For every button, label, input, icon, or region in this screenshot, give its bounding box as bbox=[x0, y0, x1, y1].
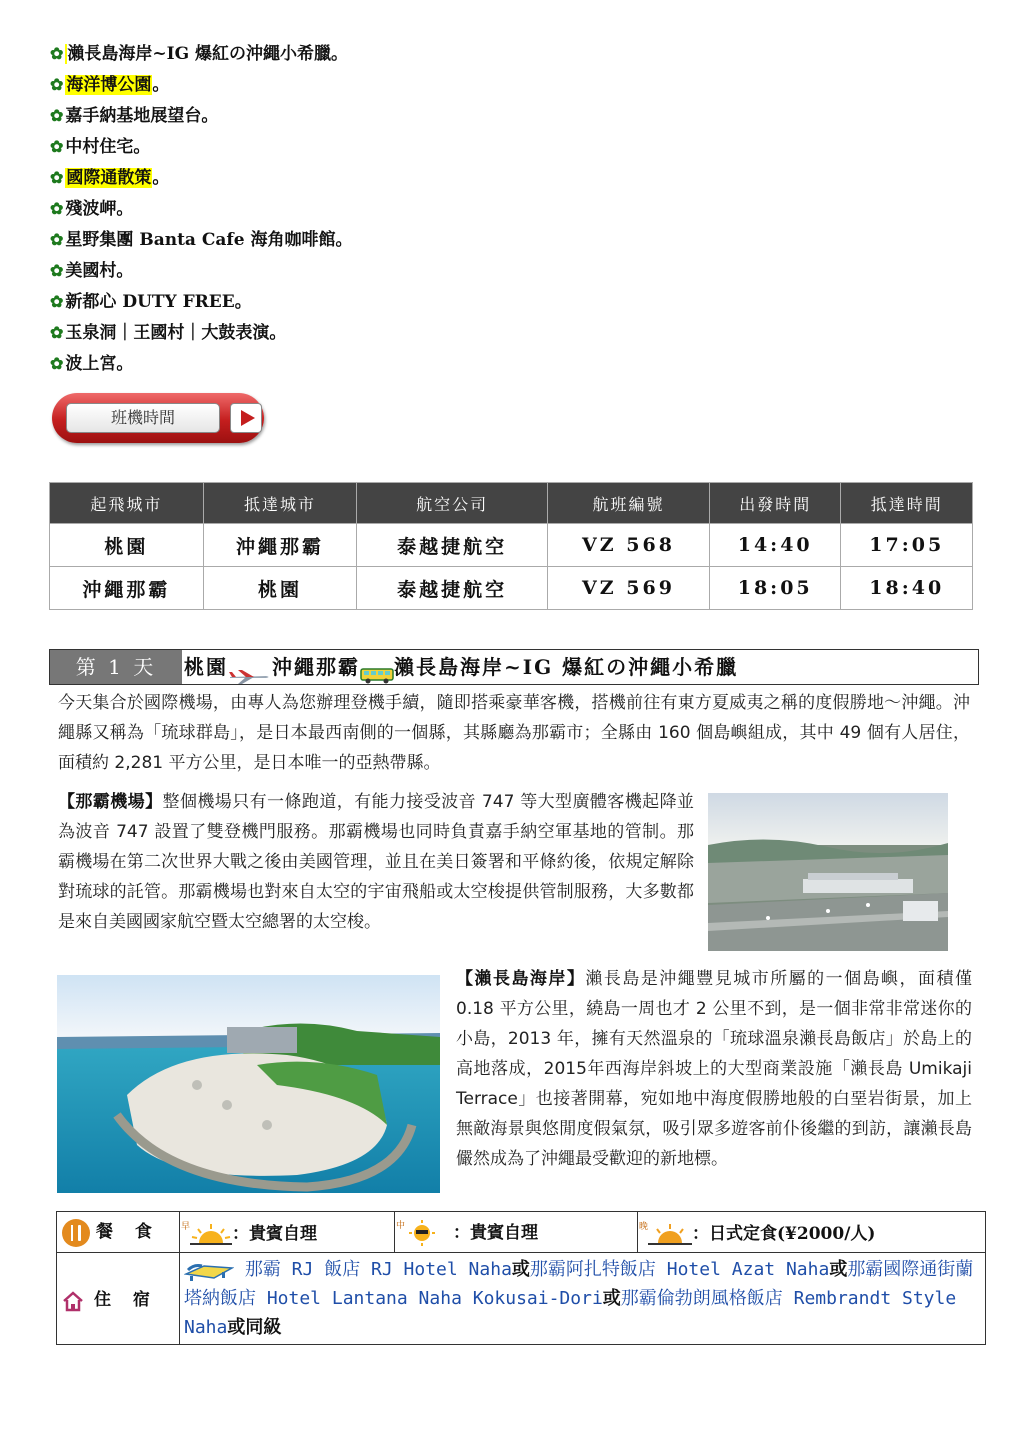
senaga-island-photo bbox=[57, 975, 440, 1193]
table-cell: 沖繩那霸 bbox=[50, 567, 204, 610]
table-cell: 14:40 bbox=[709, 524, 841, 567]
table-cell: VZ 568 bbox=[548, 524, 710, 567]
flower-icon: ✿ bbox=[50, 354, 64, 373]
table-header-row bbox=[50, 483, 973, 524]
table-row bbox=[50, 524, 973, 567]
meals-lodging-table bbox=[56, 1211, 986, 1345]
table-cell: 沖繩那霸 bbox=[203, 524, 357, 567]
list-item: ✿ 殘波岬。 bbox=[50, 199, 134, 219]
column-header: 出發時間 bbox=[709, 483, 841, 524]
table-cell: 桃園 bbox=[203, 567, 357, 610]
lodging-cell: 那霸 RJ 飯店 RJ Hotel Naha或那霸阿扎特飯店 Hotel Azat Naha或那霸國際通街蘭塔納飯店 Hotel Lantana Naha Kokusai-Dori或那霸倫勃朗風格飯店 Rembrandt Style Naha或同級 bbox=[180, 1253, 986, 1345]
lodging-label-cell: 住 宿 bbox=[57, 1253, 180, 1345]
list-item: ✿ 嘉手納基地展望台。 bbox=[50, 106, 219, 126]
sunrise-icon bbox=[190, 1223, 232, 1245]
list-item: ✿ 新都心 DUTY FREE。 bbox=[50, 292, 252, 312]
intro-paragraph: 今天集合於國際機場，由專人為您辦理登機手續，隨即搭乘豪華客機，搭機前往有東方夏威夷之稱的度假勝地～沖繩。沖繩縣又稱為「琉球群島」，是日本最西南側的一個縣，其縣廳為那霸市；全縣由 160 個島嶼組成，其中 49 個有人居住，面積約 2,281 平方公里，是日本唯一的亞熱帶縣。 bbox=[58, 693, 970, 773]
meals-row bbox=[57, 1212, 986, 1253]
house-icon bbox=[62, 1290, 84, 1312]
table-row bbox=[50, 567, 973, 610]
bed-icon bbox=[184, 1258, 234, 1282]
flight-times-button[interactable] bbox=[52, 393, 266, 447]
list-item: ✿ 中村住宅。 bbox=[50, 137, 151, 157]
flower-icon: ✿ bbox=[50, 137, 64, 156]
sun-icon bbox=[405, 1220, 439, 1246]
airport-photo bbox=[708, 793, 948, 951]
table-cell: 17:05 bbox=[841, 524, 973, 567]
lunch-cell: $^中$ ：貴賓自理 bbox=[395, 1212, 638, 1253]
breakfast-cell: $^早$ ：貴賓自理 bbox=[180, 1212, 395, 1253]
sunset-icon bbox=[648, 1223, 692, 1245]
airplane-icon bbox=[228, 661, 272, 677]
list-item: ✿ 星野集團 Banta Cafe 海角咖啡館。 bbox=[50, 230, 353, 250]
meals-label-cell: 餐 食 bbox=[57, 1212, 180, 1253]
airport-paragraph: 【那霸機場】整個機場只有一條跑道，有能力接受波音 747 等大型廣體客機起降並為波音 747 設置了雙登機門服務。那霸機場也同時負責嘉手納空軍基地的管制。那霸機場在第二次世界大戰之後由美國管理，並且在美日簽署和平條約後，依規定解除對琉球的託管。那霸機場也對來自太空的宇宙飛船或太空梭提供管制服務，大多數都是來自美國國家航空暨太空總署的太空梭。 bbox=[58, 792, 694, 932]
flower-icon: ✿ bbox=[50, 106, 64, 125]
day-route: 桃園 沖繩那霸 瀨長島海岸~IG 爆紅の沖繩小希臘 bbox=[184, 650, 738, 684]
column-header: 航班編號 bbox=[548, 483, 710, 524]
list-item: ✿ 國際通散策。 bbox=[50, 168, 170, 188]
column-header: 航空公司 bbox=[357, 483, 548, 524]
flower-icon: ✿ bbox=[50, 323, 64, 342]
column-header: 抵達時間 bbox=[841, 483, 973, 524]
play-arrow-icon bbox=[230, 403, 262, 433]
dinner-cell: $^晚$ ：日式定食(¥2000/人) bbox=[638, 1212, 986, 1253]
table-cell: 桃園 bbox=[50, 524, 204, 567]
bus-icon bbox=[360, 660, 394, 678]
flower-icon: ✿ bbox=[50, 230, 64, 249]
flower-icon: ✿ bbox=[50, 261, 64, 280]
table-cell: 泰越捷航空 bbox=[357, 524, 548, 567]
flower-icon: ✿ bbox=[50, 75, 64, 94]
list-item: ✿ 波上宮。 bbox=[50, 354, 134, 374]
list-item: ✿ 海洋博公園。 bbox=[50, 75, 170, 95]
senaga-title: 【瀨長島海岸】 bbox=[456, 969, 586, 989]
flower-icon: ✿ bbox=[50, 292, 64, 311]
list-item: ✿ 玉泉洞｜王國村｜大鼓表演。 bbox=[50, 323, 287, 343]
table-cell: 18:40 bbox=[841, 567, 973, 610]
list-item: ✿ 美國村。 bbox=[50, 261, 134, 281]
flight-times-label: 班機時間 bbox=[66, 403, 220, 433]
table-cell: 泰越捷航空 bbox=[357, 567, 548, 610]
flower-icon: ✿ bbox=[50, 168, 64, 187]
day-header bbox=[49, 649, 979, 685]
highlights-list bbox=[50, 38, 352, 379]
senaga-paragraph: 【瀨長島海岸】瀨長島是沖繩豐見城市所屬的一個島嶼，面積僅 0.18 平方公里，繞島一周也才 2 公里不到，是一個非常非常迷你的小島，2013 年，擁有天然溫泉的「琉球溫泉瀨長島飯店」於島上的高地落成，2015年西海岸斜坡上的大型商業設施「瀨長島 Umikaji Terrace」也接著開幕，宛如地中海度假勝地般的白堊岩街景，加上無敵海景與悠閒度假氣氛，吸引眾多遊客前仆後繼的到訪，讓瀨長島儼然成為了沖繩最受歡迎的新地標。 bbox=[456, 969, 973, 1169]
airport-title: 【那霸機場】 bbox=[58, 792, 163, 812]
list-item: ✿ 瀨長島海岸~IG 爆紅の沖繩小希臘。 bbox=[50, 44, 349, 64]
lodging-row bbox=[57, 1253, 986, 1345]
table-cell: 18:05 bbox=[709, 567, 841, 610]
column-header: 起飛城市 bbox=[50, 483, 204, 524]
day-label: 第 1 天 bbox=[50, 650, 182, 684]
table-cell: VZ 569 bbox=[548, 567, 710, 610]
flower-icon: ✿ bbox=[50, 199, 64, 218]
meal-icon bbox=[62, 1219, 90, 1247]
flight-table bbox=[49, 482, 973, 610]
flower-icon: ✿ bbox=[50, 44, 64, 63]
column-header: 抵達城市 bbox=[203, 483, 357, 524]
